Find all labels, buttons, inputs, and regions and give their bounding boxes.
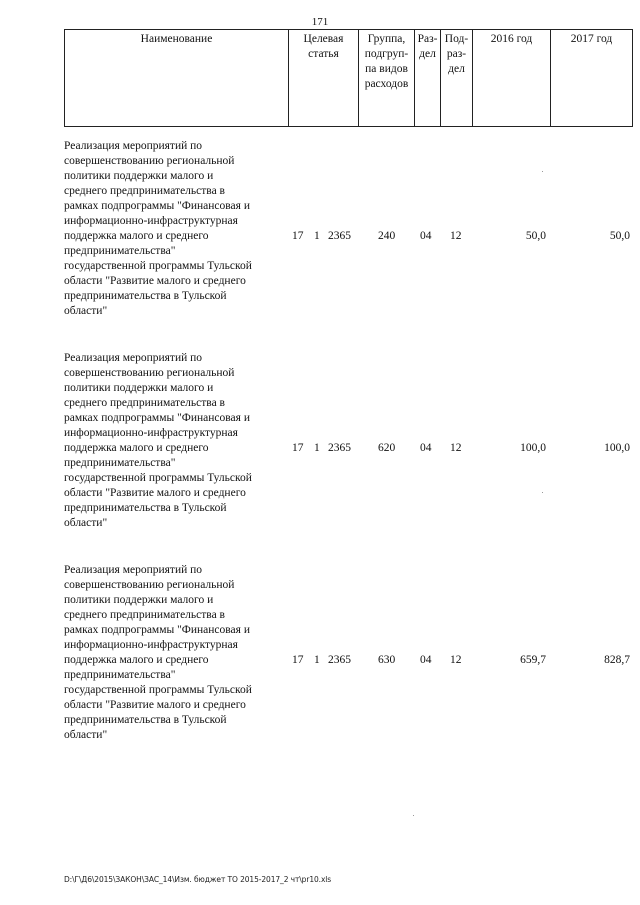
expense-group-value: 240 [378,230,396,242]
name-line: Реализация мероприятий по [64,140,203,152]
header-subsection-line: раз- [446,48,467,60]
name-line: предпринимательства в Тульской [64,502,227,514]
header-target-article [289,30,359,127]
name-line: Реализация мероприятий по [64,352,203,364]
name-line: информационно-инфраструктурная [64,639,238,651]
target-subprogram-code: 1 [314,442,320,454]
subsection-value: 12 [450,654,462,666]
name-line: области "Развитие малого и среднего [64,487,246,499]
header-subsection-line: Под- [444,33,469,45]
table-header [64,29,633,127]
scan-speck [413,815,414,816]
name-line: политики поддержки малого и [64,382,214,394]
header-target-line: Целевая [303,33,344,45]
name-line: поддержка малого и среднего [64,230,209,242]
header-section-line: дел [419,48,436,60]
section-value: 04 [420,230,432,242]
name-line: области "Развитие малого и среднего [64,275,246,287]
header-group-line: подгруп- [364,48,409,60]
target-program-code: 17 [292,230,304,242]
target-direction-code: 2365 [328,230,351,242]
expense-group-value: 630 [378,654,396,666]
name-line: Реализация мероприятий по [64,564,203,576]
amount-2017: 100,0 [604,442,630,454]
name-line: совершенствованию региональной [64,579,235,591]
name-line: среднего предпринимательства в [64,397,225,409]
name-line: предпринимательства в Тульской [64,290,227,302]
header-section [415,30,441,127]
target-direction-code: 2365 [328,442,351,454]
target-subprogram-code: 1 [314,654,320,666]
header-subsection [441,30,473,127]
amount-2017: 50,0 [609,230,630,242]
subsection-value: 12 [450,442,462,454]
subsection-value: 12 [450,230,462,242]
name-line: среднего предпринимательства в [64,609,225,621]
name-line: государственной программы Тульской [64,472,252,484]
name-line: государственной программы Тульской [64,684,252,696]
name-line: поддержка малого и среднего [64,654,209,666]
header-subsection-line: дел [448,63,465,75]
name-line: государственной программы Тульской [64,260,252,272]
expense-group-value: 620 [378,442,396,454]
target-program-code: 17 [292,654,304,666]
target-direction-code: 2365 [328,654,351,666]
name-line: политики поддержки малого и [64,594,214,606]
name-line: совершенствованию региональной [64,367,235,379]
name-line: совершенствованию региональной [64,155,235,167]
name-line: рамках подпрограммы "Финансовая и [64,200,250,212]
name-line: рамках подпрограммы "Финансовая и [64,624,250,636]
file-path-footer: D:\Г\Д6\2015\ЗАКОН\ЗАС_14\Изм. бюджет ТО 2015-2017_2 чт\pr10.xls [64,875,332,884]
name-line: предпринимательства" [64,457,176,469]
table-row [64,139,632,325]
row-name [64,563,284,743]
target-subprogram-code: 1 [314,230,320,242]
table-row [64,563,632,749]
name-line: области "Развитие малого и среднего [64,699,246,711]
section-value: 04 [420,442,432,454]
name-line: информационно-инфраструктурная [64,427,238,439]
amount-2016: 100,0 [520,442,546,454]
header-target-line: статья [308,48,339,60]
name-line: информационно-инфраструктурная [64,215,238,227]
name-line: предпринимательства" [64,245,176,257]
header-group-line: Группа, [367,33,406,45]
row-name [64,351,284,531]
name-line: предпринимательства" [64,669,176,681]
header-expense-group [359,30,415,127]
name-line: предпринимательства в Тульской [64,714,227,726]
name-line: области" [64,729,108,741]
name-line: рамках подпрограммы "Финансовая и [64,412,250,424]
table-row [64,351,632,537]
amount-2016: 659,7 [520,654,546,666]
header-group-line: расходов [364,78,409,90]
name-line: области" [64,517,108,529]
scan-speck [542,171,543,172]
header-section-line: Раз- [417,33,438,45]
amount-2016: 50,0 [525,230,546,242]
name-line: среднего предпринимательства в [64,185,225,197]
name-line: области" [64,305,108,317]
name-line: поддержка малого и среднего [64,442,209,454]
target-program-code: 17 [292,442,304,454]
section-value: 04 [420,654,432,666]
header-year-2016: 2016 год [473,30,551,127]
amount-2017: 828,7 [604,654,630,666]
row-name [64,139,284,319]
scan-speck [542,492,543,493]
header-name: Наименование [65,30,289,127]
header-group-line: па видов [365,63,408,75]
name-line: политики поддержки малого и [64,170,214,182]
page-number: 171 [311,16,329,28]
header-year-2017: 2017 год [551,30,633,127]
